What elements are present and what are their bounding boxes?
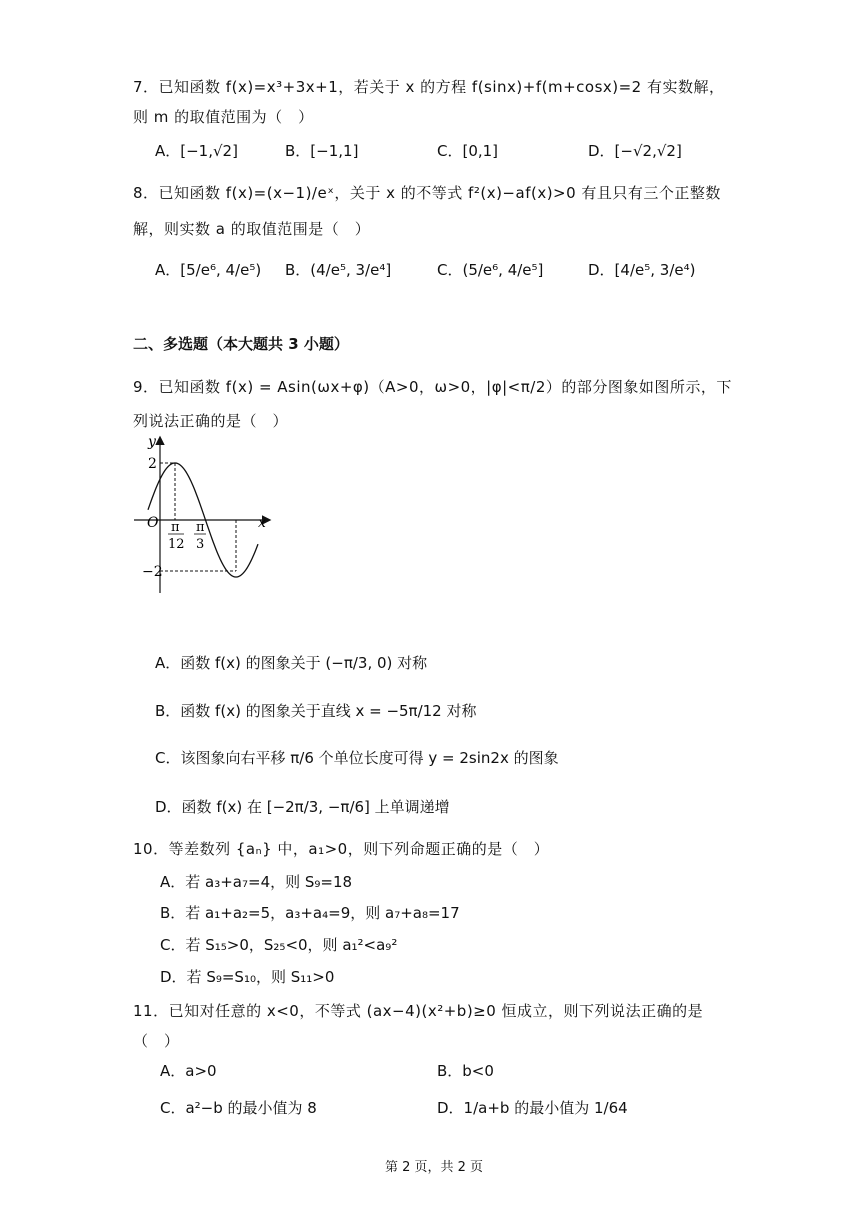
q7-option-d: D．[−√2,√2] bbox=[588, 142, 682, 160]
tick2-denominator: 3 bbox=[196, 537, 205, 552]
q8-option-d: D．[4/e⁵, 3/e⁴) bbox=[588, 261, 696, 279]
tick2-numerator: π bbox=[196, 520, 205, 535]
y-axis-label: y bbox=[148, 434, 156, 450]
q10-option-c: C．若 S₁₅>0，S₂₅<0，则 a₁²<a₉² bbox=[160, 936, 398, 954]
q11-stem-line2: （ ） bbox=[133, 1032, 180, 1050]
q8-option-a: A．[5/e⁶, 4/e⁵) bbox=[155, 261, 262, 279]
origin-label: O bbox=[147, 515, 159, 531]
q9-stem-line1: 9．已知函数 f(x) = Asin(ωx+φ)（A>0，ω>0，|φ|<π/2）的部分图象如图所示，下 bbox=[133, 378, 732, 396]
q7-stem-line1: 7．已知函数 f(x)=x³+3x+1，若关于 x 的方程 f(sinx)+f(m+cosx)=2 有实数解， bbox=[133, 78, 725, 96]
q11-option-a: A．a>0 bbox=[160, 1062, 217, 1080]
q11-option-d: D．1/a+b 的最小值为 1/64 bbox=[437, 1099, 628, 1117]
section-multi-choice-heading: 二、多选题（本大题共 3 小题） bbox=[133, 335, 349, 353]
q7-option-a: A．[−1,√2] bbox=[155, 142, 238, 160]
q11-option-c: C．a²−b 的最小值为 8 bbox=[160, 1099, 317, 1117]
y-max-label: 2 bbox=[148, 456, 157, 472]
page-footer: 第 2 页，共 2 页 bbox=[384, 1160, 484, 1175]
q10-option-a: A．若 a₃+a₇=4，则 S₉=18 bbox=[160, 873, 353, 891]
q9-option-b: B．函数 f(x) 的图象关于直线 x = −5π/12 对称 bbox=[155, 702, 477, 720]
y-min-label: −2 bbox=[142, 564, 163, 580]
q10-option-b: B．若 a₁+a₂=5，a₃+a₄=9，则 a₇+a₈=17 bbox=[160, 904, 460, 922]
q7-stem-line2: 则 m 的取值范围为（ ） bbox=[133, 108, 314, 126]
q11-option-b: B．b<0 bbox=[437, 1062, 494, 1080]
q7-option-c: C．[0,1] bbox=[437, 142, 499, 160]
q11-stem-line1: 11．已知对任意的 x<0，不等式 (ax−4)(x²+b)≥0 恒成立，则下列说法正确的是 bbox=[133, 1002, 704, 1020]
q9-option-a: A．函数 f(x) 的图象关于 (−π/3, 0) 对称 bbox=[155, 654, 428, 672]
q8-option-b: B．(4/e⁵, 3/e⁴] bbox=[285, 261, 392, 279]
q8-stem-line1: 8．已知函数 f(x)=(x−1)/eˣ，关于 x 的不等式 f²(x)−af(x)>0 有且只有三个正整数 bbox=[133, 184, 721, 202]
q9-sine-graph bbox=[126, 430, 276, 595]
tick1-numerator: π bbox=[171, 520, 180, 535]
tick1-denominator: 12 bbox=[168, 537, 185, 552]
q7-option-b: B．[−1,1] bbox=[285, 142, 359, 160]
q8-stem-line2: 解，则实数 a 的取值范围是（ ） bbox=[133, 220, 371, 238]
q9-option-c: C．该图象向右平移 π/6 个单位长度可得 y = 2sin2x 的图象 bbox=[155, 749, 559, 767]
q10-stem: 10．等差数列 {aₙ} 中，a₁>0，则下列命题正确的是（ ） bbox=[133, 840, 550, 858]
q9-option-d: D．函数 f(x) 在 [−2π/3, −π/6] 上单调递增 bbox=[155, 798, 450, 816]
q9-stem-line2: 列说法正确的是（ ） bbox=[133, 412, 289, 430]
x-axis-label: x bbox=[258, 515, 266, 531]
q10-option-d: D．若 S₉=S₁₀，则 S₁₁>0 bbox=[160, 968, 335, 986]
q8-option-c: C．(5/e⁶, 4/e⁵] bbox=[437, 261, 544, 279]
